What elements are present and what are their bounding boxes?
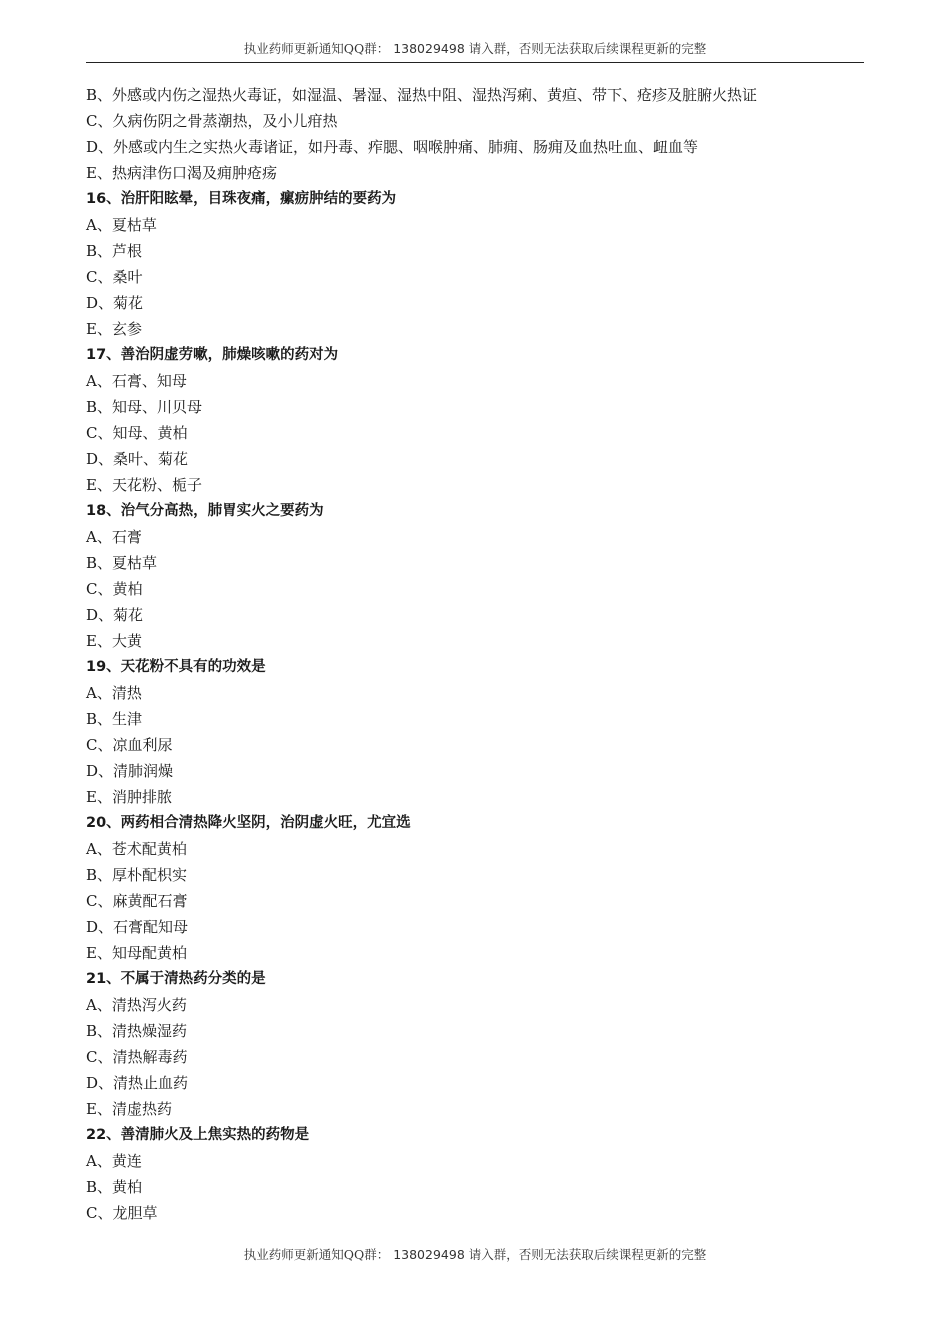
header-notice-text: 执业药师更新通知QQ群： <box>243 41 390 56</box>
answer-option: B、夏枯草 <box>86 554 158 572</box>
document-body <box>86 82 876 1226</box>
answer-option: A、黄连 <box>86 1152 142 1170</box>
header-qq-number: 138029498 <box>393 41 465 56</box>
answer-option: C、黄柏 <box>86 580 143 598</box>
answer-option: B、生津 <box>86 710 143 728</box>
answer-option: E、知母配黄柏 <box>86 944 187 962</box>
answer-option: C、麻黄配石膏 <box>86 892 188 910</box>
answer-option: D、菊花 <box>86 294 144 312</box>
answer-option: E、天花粉、栀子 <box>86 476 202 494</box>
answer-option: C、桑叶 <box>86 268 143 286</box>
answer-option: A、石膏、知母 <box>86 372 187 390</box>
answer-option: D、桑叶、菊花 <box>86 450 189 468</box>
footer-notice-suffix: 请入群，否则无法获取后续课程更新的完整 <box>468 1247 707 1262</box>
answer-option: A、苍术配黄柏 <box>86 840 187 858</box>
answer-option: C、知母、黄柏 <box>86 424 188 442</box>
answer-option: D、外感或内生之实热火毒诸证，如丹毒、痄腮、咽喉肿痛、肺痈、肠痈及血热吐血、衄血等 <box>86 138 699 156</box>
question-stem: 22、善清肺火及上焦实热的药物是 <box>86 1127 310 1143</box>
answer-option: E、玄参 <box>86 320 142 338</box>
answer-option: D、菊花 <box>86 606 144 624</box>
answer-option: D、清肺润燥 <box>86 762 174 780</box>
answer-option: E、消肿排脓 <box>86 788 172 806</box>
answer-option: A、清热 <box>86 684 142 702</box>
answer-option: D、清热止血药 <box>86 1074 189 1092</box>
answer-option: B、黄柏 <box>86 1178 143 1196</box>
answer-option: C、龙胆草 <box>86 1204 158 1222</box>
footer-notice-text: 执业药师更新通知QQ群： <box>243 1247 390 1262</box>
answer-option: C、久病伤阴之骨蒸潮热，及小儿疳热 <box>86 112 338 130</box>
answer-option: C、清热解毒药 <box>86 1048 188 1066</box>
question-stem: 17、善治阴虚劳嗽，肺燥咳嗽的药对为 <box>86 347 339 363</box>
answer-option: A、夏枯草 <box>86 216 157 234</box>
answer-option: C、凉血利尿 <box>86 736 173 754</box>
answer-option: A、石膏 <box>86 528 142 546</box>
question-stem: 19、天花粉不具有的功效是 <box>86 659 266 675</box>
footer-qq-number: 138029498 <box>393 1247 465 1262</box>
page-footer <box>86 1246 864 1264</box>
answer-option: B、芦根 <box>86 242 143 260</box>
question-stem: 20、两药相合清热降火坚阴，治阴虚火旺，尤宜选 <box>86 815 411 831</box>
answer-option: B、厚朴配枳实 <box>86 866 188 884</box>
answer-option: D、石膏配知母 <box>86 918 189 936</box>
answer-option: E、热病津伤口渴及痈肿疮疡 <box>86 164 277 182</box>
answer-option: B、外感或内伤之湿热火毒证，如湿温、暑湿、湿热中阻、湿热泻痢、黄疸、带下、疮疹及脏腑火热证 <box>86 86 758 104</box>
question-stem: 18、治气分高热，肺胃实火之要药为 <box>86 503 324 519</box>
answer-option: B、清热燥湿药 <box>86 1022 188 1040</box>
question-stem: 16、治肝阳眩晕，目珠夜痛，瘰疬肿结的要药为 <box>86 191 397 207</box>
answer-option: B、知母、川贝母 <box>86 398 203 416</box>
page-header <box>86 40 864 63</box>
question-stem: 21、不属于清热药分类的是 <box>86 971 266 987</box>
answer-option: E、大黄 <box>86 632 142 650</box>
header-notice-suffix: 请入群，否则无法获取后续课程更新的完整 <box>468 41 707 56</box>
answer-option: E、清虚热药 <box>86 1100 172 1118</box>
answer-option: A、清热泻火药 <box>86 996 187 1014</box>
